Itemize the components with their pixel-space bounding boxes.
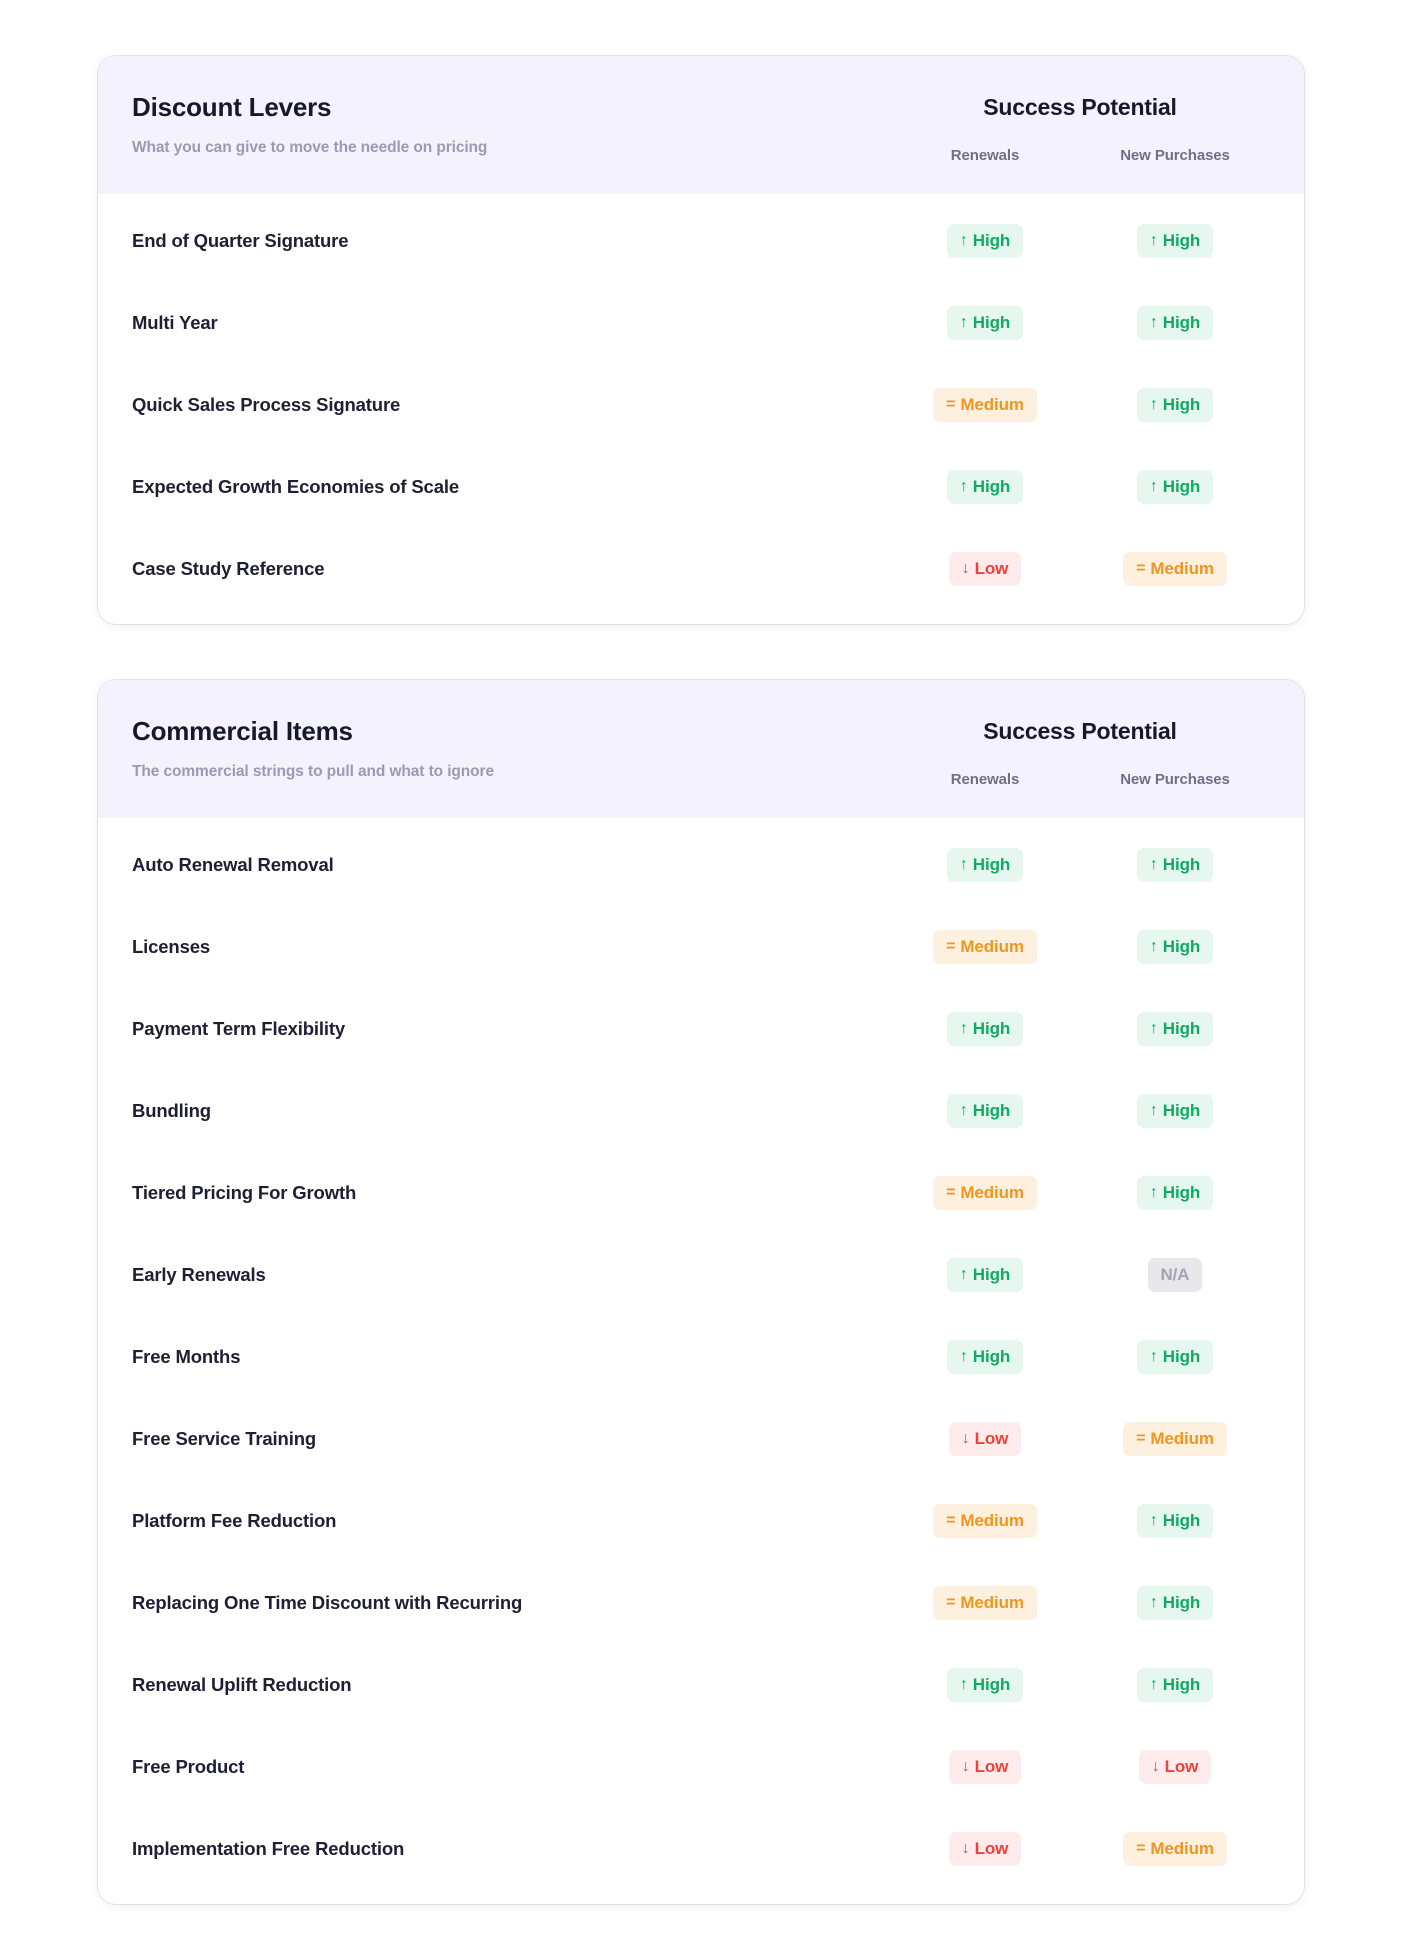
cell-renewals bbox=[890, 552, 1080, 586]
status-badge-label: Low bbox=[974, 1429, 1009, 1448]
arrow-up-icon: ↑ bbox=[959, 232, 968, 249]
status-badge bbox=[1137, 1668, 1213, 1702]
status-badge bbox=[949, 1422, 1022, 1456]
status-badge bbox=[1137, 1012, 1213, 1046]
arrow-up-icon: ↑ bbox=[959, 478, 968, 495]
cell-renewals bbox=[890, 1258, 1080, 1292]
status-badge-label: High bbox=[1162, 477, 1201, 496]
cell-renewals bbox=[890, 1094, 1080, 1128]
table-row bbox=[98, 1316, 1304, 1398]
status-badge-label: Medium bbox=[960, 1593, 1024, 1612]
cell-new_purchases bbox=[1080, 1176, 1270, 1210]
status-badge bbox=[933, 930, 1037, 964]
status-badge bbox=[1137, 224, 1213, 258]
success-potential-title: Success Potential bbox=[983, 718, 1177, 744]
status-badge bbox=[1137, 1340, 1213, 1374]
card-header bbox=[98, 680, 1304, 818]
status-badge-label: Medium bbox=[1150, 1429, 1214, 1448]
row-values bbox=[890, 1750, 1270, 1784]
table-row bbox=[98, 1644, 1304, 1726]
arrow-up-icon: ↑ bbox=[959, 1266, 968, 1283]
table-row bbox=[98, 1808, 1304, 1890]
status-badge-label: High bbox=[1162, 937, 1201, 956]
row-label: Auto Renewal Removal bbox=[132, 854, 334, 875]
cell-new_purchases bbox=[1080, 930, 1270, 964]
page-title: Commercial Items bbox=[132, 716, 353, 746]
status-badge-label: Medium bbox=[1150, 559, 1214, 578]
status-badge-label: Low bbox=[974, 1757, 1009, 1776]
cell-new_purchases bbox=[1080, 1258, 1270, 1292]
status-badge bbox=[1139, 1750, 1212, 1784]
status-badge bbox=[933, 388, 1037, 422]
row-values bbox=[890, 470, 1270, 504]
cell-new_purchases bbox=[1080, 470, 1270, 504]
row-values bbox=[890, 930, 1270, 964]
status-badge-label: Medium bbox=[960, 937, 1024, 956]
row-values bbox=[890, 1668, 1270, 1702]
cell-new_purchases bbox=[1080, 1832, 1270, 1866]
status-badge-label: High bbox=[972, 855, 1011, 874]
row-values bbox=[890, 224, 1270, 258]
table-card bbox=[98, 680, 1304, 1904]
status-badge bbox=[1148, 1258, 1203, 1292]
equals-icon: = bbox=[946, 1594, 956, 1611]
row-label: Free Service Training bbox=[132, 1428, 316, 1449]
row-label: Bundling bbox=[132, 1100, 211, 1121]
arrow-up-icon: ↑ bbox=[1149, 1676, 1158, 1693]
status-badge bbox=[933, 1586, 1037, 1620]
cell-renewals bbox=[890, 1422, 1080, 1456]
table-row bbox=[98, 824, 1304, 906]
status-badge-label: High bbox=[1162, 395, 1201, 414]
status-badge-label: High bbox=[972, 1265, 1011, 1284]
equals-icon: = bbox=[946, 396, 956, 413]
row-label: Licenses bbox=[132, 936, 210, 957]
status-badge-label: High bbox=[972, 313, 1011, 332]
cell-renewals bbox=[890, 1012, 1080, 1046]
card-header-left bbox=[132, 716, 890, 781]
status-badge-label: High bbox=[972, 1347, 1011, 1366]
table-row bbox=[98, 528, 1304, 610]
table-row bbox=[98, 446, 1304, 528]
cell-new_purchases bbox=[1080, 552, 1270, 586]
status-badge bbox=[947, 848, 1023, 882]
table-row bbox=[98, 988, 1304, 1070]
arrow-up-icon: ↑ bbox=[959, 1348, 968, 1365]
cell-renewals bbox=[890, 224, 1080, 258]
column-header: Renewals bbox=[950, 771, 1020, 788]
arrow-down-icon: ↓ bbox=[1151, 1758, 1160, 1775]
cell-new_purchases bbox=[1080, 1504, 1270, 1538]
row-values bbox=[890, 552, 1270, 586]
row-values bbox=[890, 1258, 1270, 1292]
equals-icon: = bbox=[1136, 1840, 1146, 1857]
status-badge bbox=[1137, 1504, 1213, 1538]
cell-renewals bbox=[890, 1176, 1080, 1210]
equals-icon: = bbox=[946, 1184, 956, 1201]
cell-renewals bbox=[890, 306, 1080, 340]
status-badge bbox=[947, 306, 1023, 340]
status-badge bbox=[949, 1750, 1022, 1784]
arrow-up-icon: ↑ bbox=[1149, 1102, 1158, 1119]
status-badge bbox=[1137, 388, 1213, 422]
cell-renewals bbox=[890, 388, 1080, 422]
table-card bbox=[98, 56, 1304, 624]
status-badge bbox=[1137, 470, 1213, 504]
cell-new_purchases bbox=[1080, 1668, 1270, 1702]
lever-tables-root bbox=[98, 56, 1304, 1904]
arrow-up-icon: ↑ bbox=[1149, 1348, 1158, 1365]
arrow-up-icon: ↑ bbox=[1149, 1184, 1158, 1201]
status-badge bbox=[949, 1832, 1022, 1866]
table-row bbox=[98, 1234, 1304, 1316]
row-values bbox=[890, 1340, 1270, 1374]
row-values bbox=[890, 1422, 1270, 1456]
arrow-up-icon: ↑ bbox=[1149, 478, 1158, 495]
table-row bbox=[98, 1480, 1304, 1562]
cell-renewals bbox=[890, 470, 1080, 504]
equals-icon: = bbox=[946, 938, 956, 955]
status-badge-label: High bbox=[1162, 1675, 1201, 1694]
status-badge-label: Medium bbox=[960, 1183, 1024, 1202]
status-badge-label: Medium bbox=[1150, 1839, 1214, 1858]
arrow-up-icon: ↑ bbox=[959, 1102, 968, 1119]
status-badge-label: High bbox=[972, 1675, 1011, 1694]
arrow-up-icon: ↑ bbox=[1149, 1020, 1158, 1037]
status-badge bbox=[947, 1012, 1023, 1046]
cell-new_purchases bbox=[1080, 1586, 1270, 1620]
arrow-down-icon: ↓ bbox=[961, 560, 970, 577]
row-values bbox=[890, 1176, 1270, 1210]
row-label: Free Product bbox=[132, 1756, 245, 1777]
row-label: Tiered Pricing For Growth bbox=[132, 1182, 357, 1203]
arrow-down-icon: ↓ bbox=[961, 1758, 970, 1775]
status-badge bbox=[1137, 1176, 1213, 1210]
table-body bbox=[98, 818, 1304, 1904]
status-badge bbox=[947, 224, 1023, 258]
table-row bbox=[98, 1562, 1304, 1644]
table-row bbox=[98, 906, 1304, 988]
row-values bbox=[890, 1012, 1270, 1046]
cell-new_purchases bbox=[1080, 224, 1270, 258]
status-badge-label: N/A bbox=[1160, 1265, 1190, 1284]
equals-icon: = bbox=[1136, 560, 1146, 577]
column-header: New Purchases bbox=[1120, 771, 1230, 788]
status-badge-label: High bbox=[1162, 1019, 1201, 1038]
card-subtitle: The commercial strings to pull and what to ignore bbox=[132, 763, 494, 780]
status-badge bbox=[947, 1094, 1023, 1128]
table-body bbox=[98, 194, 1304, 624]
arrow-up-icon: ↑ bbox=[959, 1676, 968, 1693]
arrow-down-icon: ↓ bbox=[961, 1430, 970, 1447]
cell-renewals bbox=[890, 1340, 1080, 1374]
row-label: Platform Fee Reduction bbox=[132, 1510, 337, 1531]
status-badge bbox=[933, 1504, 1037, 1538]
row-values bbox=[890, 1586, 1270, 1620]
card-header bbox=[98, 56, 1304, 194]
cell-renewals bbox=[890, 930, 1080, 964]
row-values bbox=[890, 388, 1270, 422]
row-label: Renewal Uplift Reduction bbox=[132, 1674, 352, 1695]
cell-new_purchases bbox=[1080, 1012, 1270, 1046]
row-values bbox=[890, 1094, 1270, 1128]
column-headers bbox=[890, 771, 1270, 788]
status-badge-label: Low bbox=[974, 559, 1009, 578]
status-badge-label: High bbox=[972, 1019, 1011, 1038]
cell-renewals bbox=[890, 1750, 1080, 1784]
arrow-down-icon: ↓ bbox=[961, 1840, 970, 1857]
cell-new_purchases bbox=[1080, 1422, 1270, 1456]
card-subtitle: What you can give to move the needle on pricing bbox=[132, 139, 488, 156]
table-row bbox=[98, 1070, 1304, 1152]
status-badge bbox=[947, 1258, 1023, 1292]
row-label: Expected Growth Economies of Scale bbox=[132, 476, 459, 497]
arrow-up-icon: ↑ bbox=[959, 1020, 968, 1037]
status-badge-label: High bbox=[972, 1101, 1011, 1120]
status-badge-label: High bbox=[1162, 1101, 1201, 1120]
status-badge bbox=[1123, 1832, 1227, 1866]
status-badge-label: Low bbox=[974, 1839, 1009, 1858]
status-badge-label: High bbox=[1162, 855, 1201, 874]
column-headers bbox=[890, 147, 1270, 164]
arrow-up-icon: ↑ bbox=[1149, 938, 1158, 955]
cell-renewals bbox=[890, 1668, 1080, 1702]
row-values bbox=[890, 306, 1270, 340]
success-potential-header bbox=[890, 92, 1270, 164]
arrow-up-icon: ↑ bbox=[959, 856, 968, 873]
status-badge-label: High bbox=[972, 231, 1011, 250]
success-potential-header bbox=[890, 716, 1270, 788]
row-label: Implementation Free Reduction bbox=[132, 1838, 405, 1859]
status-badge-label: High bbox=[1162, 1511, 1201, 1530]
arrow-up-icon: ↑ bbox=[1149, 1512, 1158, 1529]
cell-new_purchases bbox=[1080, 1750, 1270, 1784]
status-badge-label: High bbox=[1162, 1347, 1201, 1366]
cell-new_purchases bbox=[1080, 1340, 1270, 1374]
status-badge bbox=[1137, 1586, 1213, 1620]
status-badge bbox=[947, 1340, 1023, 1374]
status-badge-label: Medium bbox=[960, 1511, 1024, 1530]
cell-renewals bbox=[890, 1586, 1080, 1620]
cell-new_purchases bbox=[1080, 1094, 1270, 1128]
equals-icon: = bbox=[1136, 1430, 1146, 1447]
row-label: Quick Sales Process Signature bbox=[132, 394, 401, 415]
table-row bbox=[98, 1152, 1304, 1234]
status-badge bbox=[1137, 848, 1213, 882]
status-badge-label: High bbox=[972, 477, 1011, 496]
cell-renewals bbox=[890, 848, 1080, 882]
arrow-up-icon: ↑ bbox=[1149, 856, 1158, 873]
arrow-up-icon: ↑ bbox=[1149, 314, 1158, 331]
status-badge bbox=[1137, 1094, 1213, 1128]
status-badge-label: Low bbox=[1164, 1757, 1199, 1776]
equals-icon: = bbox=[946, 1512, 956, 1529]
column-header: New Purchases bbox=[1120, 147, 1230, 164]
cell-new_purchases bbox=[1080, 388, 1270, 422]
row-label: Multi Year bbox=[132, 312, 218, 333]
row-values bbox=[890, 1832, 1270, 1866]
cell-renewals bbox=[890, 1504, 1080, 1538]
cell-new_purchases bbox=[1080, 848, 1270, 882]
row-label: Case Study Reference bbox=[132, 558, 325, 579]
status-badge-label: High bbox=[1162, 1593, 1201, 1612]
status-badge bbox=[1123, 552, 1227, 586]
row-label: Free Months bbox=[132, 1346, 241, 1367]
status-badge-label: Medium bbox=[960, 395, 1024, 414]
row-label: Payment Term Flexibility bbox=[132, 1018, 345, 1039]
status-badge bbox=[947, 1668, 1023, 1702]
table-row bbox=[98, 364, 1304, 446]
status-badge bbox=[949, 552, 1022, 586]
status-badge-label: High bbox=[1162, 313, 1201, 332]
status-badge bbox=[1137, 306, 1213, 340]
status-badge-label: High bbox=[1162, 231, 1201, 250]
arrow-up-icon: ↑ bbox=[1149, 232, 1158, 249]
table-row bbox=[98, 1726, 1304, 1808]
arrow-up-icon: ↑ bbox=[1149, 1594, 1158, 1611]
cell-renewals bbox=[890, 1832, 1080, 1866]
table-row bbox=[98, 1398, 1304, 1480]
row-values bbox=[890, 848, 1270, 882]
row-label: End of Quarter Signature bbox=[132, 230, 349, 251]
arrow-up-icon: ↑ bbox=[959, 314, 968, 331]
table-row bbox=[98, 282, 1304, 364]
status-badge bbox=[947, 470, 1023, 504]
row-label: Early Renewals bbox=[132, 1264, 266, 1285]
status-badge bbox=[1137, 930, 1213, 964]
success-potential-title: Success Potential bbox=[983, 94, 1177, 120]
arrow-up-icon: ↑ bbox=[1149, 396, 1158, 413]
status-badge-label: High bbox=[1162, 1183, 1201, 1202]
status-badge bbox=[1123, 1422, 1227, 1456]
status-badge bbox=[933, 1176, 1037, 1210]
row-values bbox=[890, 1504, 1270, 1538]
row-label: Replacing One Time Discount with Recurring bbox=[132, 1592, 523, 1613]
card-header-left bbox=[132, 92, 890, 157]
page-title: Discount Levers bbox=[132, 92, 332, 122]
cell-new_purchases bbox=[1080, 306, 1270, 340]
table-row bbox=[98, 200, 1304, 282]
column-header: Renewals bbox=[950, 147, 1020, 164]
